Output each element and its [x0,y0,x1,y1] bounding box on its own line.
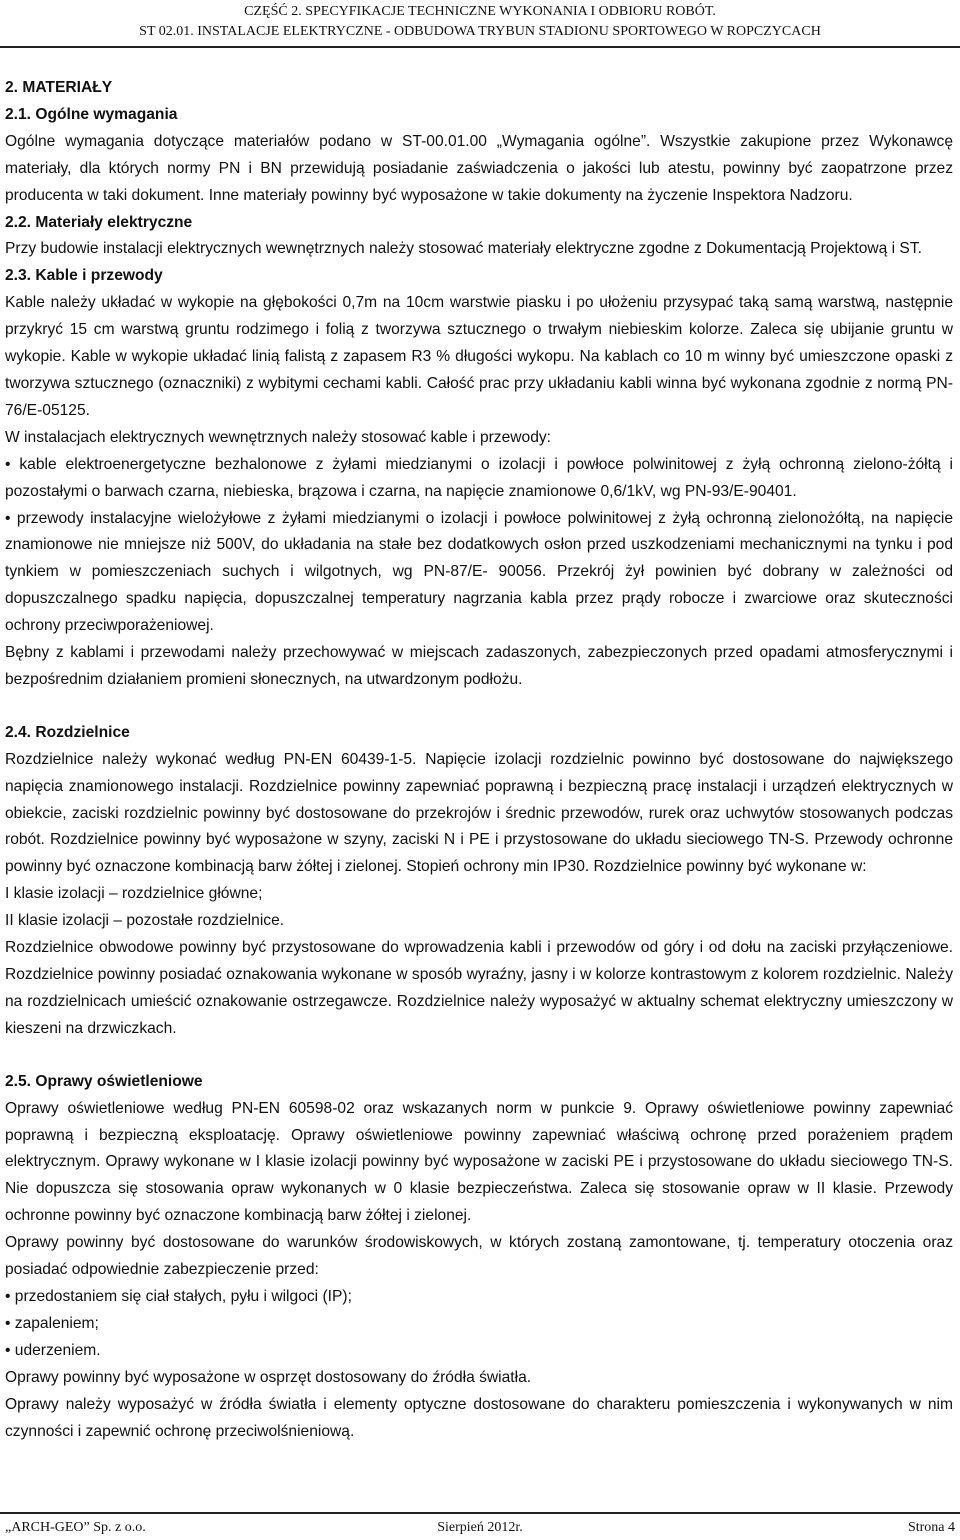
subsection-2-4-paragraph: Rozdzielnice obwodowe powinny być przystosowane do wprowadzenia kabli i przewodów od góry i od dołu na zaciski przyłączeniowe. Rozdzielnice powinny posiadać oznakowania wykonane w sposób wyraźny, jasny i w kolorze kontrastowym z kolorem rozdzielnic. Należy na rozdzielnicach umieścić oznakowanie ostrzegawcze. Rozdzielnice należy wyposażyć w aktualny schemat elektryczny umieszczony w kieszeni na drzwiczkach. [5,939,953,1037]
subsection-2-5-paragraph: Oprawy powinny być wyposażone w osprzęt dostosowany do źródła światła. [5,1368,532,1386]
subsection-2-2-text: Przy budowie instalacji elektrycznych wewnętrznych należy stosować materiały elektryczne zgodne z Dokumentacją Projektową i ST. [5,240,922,258]
list-item: II klasie izolacji – pozostałe rozdzielnice. [5,912,285,930]
subsection-2-1-title: 2.1. Ogólne wymagania [5,105,178,123]
subsection-2-3-paragraph: Kable należy układać w wykopie na głębokości 0,7m na 10cm warstwie piasku i po ułożeniu przysypać taką samą warstwą, następnie przykryć 15 cm warstwą gruntu rodzimego i folią z tworzywa sztucznego o trwałym niebieskim kolorze. Zaleca się ubijanie gruntu w wykopie. Kable w wykopie układać linią falistą z zapasem R3 % długości wykopu. Na kablach co 10 m winny być umieszczone opaski z tworzywa sztucznego (oznaczniki) z wybitymi cechami kabli. Całość prac przy układaniu kabli winna być wykonana zgodnie z normą PN-76/E-05125. [5,294,953,419]
header-rule [0,46,960,48]
page-header [0,0,960,54]
section-title: 2. MATERIAŁY [5,79,113,96]
footer-rule [0,1512,960,1514]
subsection-2-3-paragraph: Bębny z kablami i przewodami należy przechowywać w miejscach zadaszonych, zabezpieczonych przed opadami atmosferycznymi i bezpośrednim działaniem promieni słonecznych, na utwardzonym podłożu. [5,644,953,688]
page-footer [0,1512,960,1540]
header-spec-title: ST 02.01. INSTALACJE ELEKTRYCZNE - ODBUDOWA TRYBUN STADIONU SPORTOWEGO W ROPCZYCACH [139,24,821,39]
subsection-2-4-title: 2.4. Rozdzielnice [5,723,130,741]
list-item: I klasie izolacji – rozdzielnice główne; [5,885,263,903]
subsection-2-5-paragraph: Oprawy powinny być dostosowane do warunków środowiskowych, w których zostaną zamontowane, tj. temperatury otoczenia oraz posiadać odpowiednie zabezpieczenie przed: [5,1234,953,1279]
footer-page-number: Strona 4 [907,1520,955,1535]
subsection-2-1-text: Ogólne wymagania dotyczące materiałów podano w ST-00.01.00 „Wymagania ogólne”. Wszystkie zakupione przez Wykonawcę materiały, dla których normy PN i BN przewidują posiadanie zaświadczenia o jakości lub atestu, powinny być zaopatrzone przez producenta w taki dokument. Inne materiały powinny być wyposażone w takie dokumenty na życzenie Inspektora Nadzoru. [5,132,953,204]
bullet-item: • przewody instalacyjne wielożyłowe z żyłami miedzianymi o izolacji i powłoce polwinitowej z żyłą ochronną zielonożółtą, na napięcie znamionowe nie mniejsze niż 500V, do układania na stałe bez dodatkowych osłon przed uszkodzeniami mechanicznymi na tynku i pod tynkiem w pomieszczeniach suchych i wilgotnych, wg PN-87/E- 90056. Przekrój żył powinien być dobrany w zależności od dopuszczalnego spadku napięcia, dopuszczalnej temperatury nagrzania kabla przez prądy robocze i zwarciowe oraz skuteczności ochrony przeciwporażeniowej. [5,509,953,635]
bullet-item: • przedostaniem się ciał stałych, pyłu i wilgoci (IP); [5,1287,352,1305]
header-part-title: CZĘŚĆ 2. SPECYFIKACJE TECHNICZNE WYKONANIA I ODBIORU ROBÓT. [244,4,716,19]
footer-company: „ARCH-GEO” Sp. z o.o. [5,1520,146,1535]
subsection-2-2-title: 2.2. Materiały elektryczne [5,213,193,231]
spacer [5,1043,953,1069]
footer-date: Sierpień 2012r. [437,1520,523,1535]
subsection-2-4-paragraph: Rozdzielnice należy wykonać według PN-EN 60439-1-5. Napięcie izolacji rozdzielnic powinno być dostosowane do największego napięcia znamionowego instalacji. Rozdzielnice powinny zapewniać poprawną i bezpieczną pracę instalacji i urządzeń elektrycznych w obiekcie, zaciski rozdzielnic powinny być dostosowane do przekrojów i średnic przewodów, rurek oraz uchwytów stosowanych podczas robót. Rozdzielnice powinny być wyposażone w szyny, zaciski N i PE i przystosowane do układu sieciowego TN-S. Przewody ochronne powinny być oznaczone kombinacją barw żółtej i zielonej. Stopień ochrony min IP30. Rozdzielnice powinny być wykonane w: [5,750,953,876]
bullet-item: • kable elektroenergetyczne bezhalonowe z żyłami miedzianymi o izolacji i powłoce polwinitowej z żyłą ochronną zielono-żółtą i pozostałymi o barwach czarna, niebieska, brązowa i czarna, na napięcie znamionowe 0,6/1kV, wg PN-93/E-90401. [5,455,953,500]
subsection-2-5-title: 2.5. Oprawy oświetleniowe [5,1072,203,1090]
subsection-2-5-paragraph: Oprawy oświetleniowe według PN-EN 60598-02 oraz wskazanych norm w punkcie 9. Oprawy oświetleniowe powinny zapewniać poprawną i bezpieczną eksploatację. Oprawy oświetleniowe powinny zapewniać właściwą ochronę przed porażeniem prądem elektrycznym. Oprawy wykonane w I klasie izolacji powinny być wyposażone w zaciski PE i przystosowane do układu sieciowego TN-S. Nie dopuszcza się stosowania opraw wykonanych w 0 klasie bezpieczeństwa. Zaleca się stosowanie opraw w II klasie. Przewody ochronne powinny być oznaczone kombinacją barw żółtej i zielonej. [5,1099,953,1225]
bullet-item: • zapaleniem; [5,1314,99,1332]
document-body [5,75,953,1445]
spacer [5,694,953,720]
subsection-2-3-title: 2.3. Kable i przewody [5,267,163,285]
bullet-item: • uderzeniem. [5,1341,101,1359]
subsection-2-5-paragraph: Oprawy należy wyposażyć w źródła światła i elementy optyczne dostosowane do charakteru pomieszczenia i wykonywanych w nim czynności i zapewnić ochronę przeciwolśnieniową. [5,1395,953,1440]
subsection-2-3-paragraph: W instalacjach elektrycznych wewnętrznych należy stosować kable i przewody: [5,428,552,446]
